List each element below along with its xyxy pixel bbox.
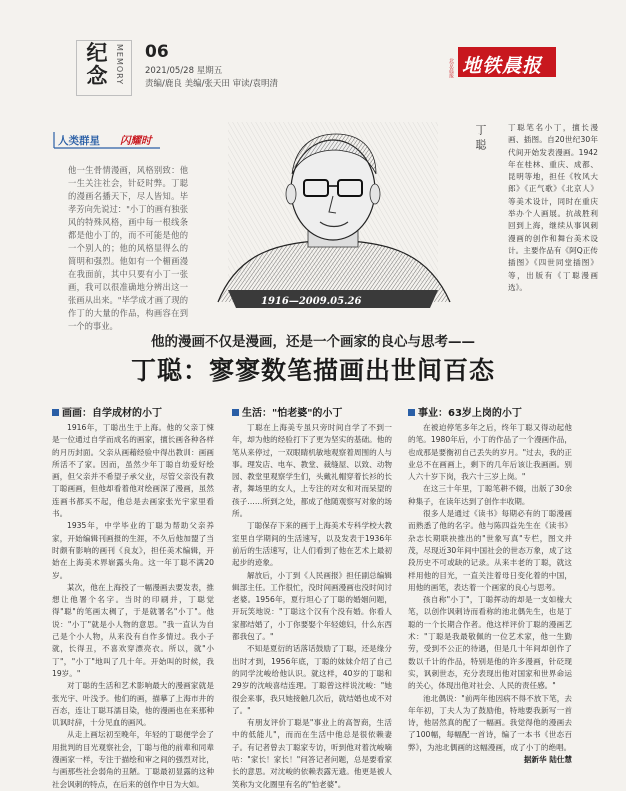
- paragraph: 解放后，小丁到《人民画报》担任副总编辑辑部主任。工作很忙，没时间画漫画也没时间讨老婆。1956年，夏行坦心了丁聪的婚姻问题，开玩笑地说："丁聪这个汉有个没有婚。你看人家都结婚了，小丁你要娶个年轻媳妇，什么东西都我包了。": [232, 570, 392, 642]
- column-2: [232, 422, 392, 791]
- issue-date: 2021/05/28 星期五: [145, 66, 223, 76]
- sidebar-quote: 他一生骨情漫画，风格别致：他一生关注社会，针砭时弊。丁聪的漫画名播天下，尽人皆知。毕孝芳向先说过："小丁的画有独张风的特殊风格，画中每一根线条都是他小丁的，而不可能是他的一个别人的；他的风格显得么的简明和强烈。他如有一个楣画漫在我面前，其中只要有小丁一张画，我可以很准确地分辨出这一张画从出来。"毕学成才画了现的作丁的大量的作品，构画容在到一个的事业。: [68, 165, 188, 331]
- paragraph: 很多人是通过《读书》每期必有的丁聪漫画而熟悉了他的名字。他与陈四益先生在《读书》杂志长期联袂推出的"世象写真"专栏，图文并茂，尽现近30年间中国社会的世态万象，成了这段历史不可或缺的记录。从来丰老的丁聪，就这样用他的目光，一直关注着母日变化着的中国，用他的画笔，表达着一个画家的良心与思考。: [408, 509, 572, 592]
- section-heading-3: [408, 404, 522, 419]
- portrait-illustration: [208, 112, 458, 312]
- paragraph: 从走上画坛初至晚年，年轻的丁聪便学会了用批判的目光观察社会，丁聪与他的前辈和同辈漫画家一样，专注于描绘和审之间的强烈对比，与画那些社会弱角的丑陋。丁聪最初显露的这种社会讽刺的特点，在后来的创作中日为大如。: [52, 730, 214, 789]
- section-heading-1: [52, 404, 162, 419]
- column-name: 纪念: [86, 41, 108, 88]
- staff-credits: 责编/鹿良 美编/张天田 审读/袁明清: [145, 79, 278, 89]
- newspaper-logo: 地铁晨报: [462, 55, 543, 77]
- headline-subtitle: 他的漫画不仅是漫画，还是一个画家的良心与思考——: [151, 334, 475, 350]
- badge-label: 人类群星: [58, 135, 100, 147]
- bio-text: 丁聪笔名小丁，擅长漫画、插图。自20世纪30年代间开始发表漫画。1942年在桂林、重庆、成都、昆明等地，担任《牧风大郎》《正气歌》《北京人》等美术设计，同时在重庆举办个人画展。抗战胜利回到上海，继续从事讽刺漫画的创作和舞台美术设计。主要作品有《阿Q正传插图》《四世同堂插图》等，出版有《丁聪漫画选》。: [508, 123, 598, 292]
- badge-accent-label: 闪耀时: [120, 135, 152, 147]
- paragraph: 某次，他在上海投了一幅漫画去要发表，推想让他署个名字。当时的印刷并，丁聪觉得"聪"的笔画太稠了，于是就署名"小丁"。他说："小丁"就是小人物的意思。"我一直认为自己是个小人物，从来没有自作多情过。我小子就，长得丑，不喜欢穿漂亮衣。所以，就"小丁"，"小丁"地叫了几十年。开始叫的时候，我19岁。": [52, 582, 214, 678]
- paragraph: 对丁聪的生活和艺术影响最大的漫画家就是张光宇、叶浅予。他们的画，描摹了上海市井的百态，连让丁聪耳濡目染，他的漫画也在来那种讥讽时辞，十分见血的画风。: [52, 681, 214, 728]
- column-1: [52, 422, 214, 791]
- paragraph: 1935年，中学毕业的丁聪为帮助父亲养家，开始编辑刊画报的生涯，不久后他加盟了当时颇有影响的画刊《良友》，担任美术编辑，开始在上海美术界崭露头角。这一年丁聪不满20岁。: [52, 521, 214, 580]
- page-number: 06: [145, 42, 169, 62]
- byline: 据新华 陆仕慧: [523, 755, 572, 765]
- headline-title: 丁聪：寥寥数笔描画出世间百态: [130, 356, 495, 385]
- paragraph: 丁聪保存下来的画于上海美术专科学校大教室里自学期间的生活速写，以及发表于1936年前后的生活速写，让人们看到了他在艺术上最初起步的迹象。: [232, 521, 392, 568]
- paragraph: 池北偶说："前两年他因病不得不放下笔，去年年初，丁夫人为了鼓励他，特地要我新写一首诗，他居然真的配了一幅画。我觉得他的漫画去了100幅，每幅配一首诗，编了一本书《世态百弊》，为池北偶画的这幅漫画，成了小丁的绝唱。: [408, 693, 572, 752]
- paragraph: 孩自称"小丁"，丁聪挥动的却是一支如椽大笔，以创作讽刺诗而看称的池北偶先生，也是丁聪的一个长期合作者。他这样评价丁聪的漫画艺术："丁聪是我最敬佩的一位艺术家，他一生勤劳，受到不公正的待遇，但是几十年间却创作了数以千计的作品，特别是他的许多漫画，针砭现实，讽刺世态，充分表现出他对国家和世界命运的关心，体现出他对社会、人民的责任感。": [408, 595, 572, 691]
- section-heading-text: 画画：自学成材的小丁: [62, 408, 162, 419]
- paragraph: 1916年，丁聪出生于上海。他的父亲丁悚是一位通过自学而成名的画家，擅长画各种各样的月历封面。父亲从画藉经验中得出教训：画画所活不了家。因而，虽然少年丁聪自幼爱好绘画，但父亲并不希望子承父业，尽管父亲没有教丁聪画画，但他却看着他对绘画深了漫画，虽然连画书都买不起，他总是去画家张光宇家里看书。: [52, 423, 214, 519]
- paragraph: 有朋友评价丁聪是"事业上的高智商，生活中的低能儿"，而而在生活中他总是很依赖妻子。有记者曾去丁聪家专访，听到他对着沈峻嘀咕："家长！家长！"问答记者问题，总是要看家长的意思。对沈峻的依赖表露无遗。他更是被人笑称为文化圈里有名的"怕老婆"。: [232, 718, 392, 789]
- column-3: [408, 422, 572, 766]
- paragraph: 在被迫停笔多年之后，终年丁聪又得动起他的笔。1980年后，小丁的作品了一个漫画作品，也成那是要衡初自己丢失的岁月。"过去，我的正业总不在画画上，剩下的几年后该让我画画。别人六十岁下岗，我六十三岁上岗。": [408, 423, 572, 482]
- section-heading-text: 生活："怕老婆"的小丁: [242, 408, 343, 419]
- paragraph: 丁聪在上海美专虽只旁时间自学了不到一年，却为他的经验打下了更为坚实的基础。他的笔从来停过，一双眼睛机敏地观察着周围的人与事。理发店、电车、教堂、裁缝屋、以致、动物园、教堂里观察学生们，头戴礼帽穿着长衫的长者，舞场里的女人，上专注的对女和对而呆望的孩子……所到之处，都成了他随观察写对象的场所。: [232, 423, 392, 519]
- newspaper-logo-small: 北京晨报: [448, 58, 454, 78]
- paragraph: 在这三十年里，丁聪笔耕不辍，出版了30余种集子，在读年达到了创作丰收期。: [408, 484, 572, 506]
- section-heading-2: [232, 404, 342, 419]
- life-span: 1916—2009.05.26: [261, 296, 362, 307]
- square-bullet-icon: [408, 409, 415, 416]
- column-name-en: MEMORY: [115, 44, 124, 86]
- portrait-name: 丁聪: [474, 124, 487, 154]
- square-bullet-icon: [52, 409, 59, 416]
- square-bullet-icon: [232, 409, 239, 416]
- paragraph: 不知是夏衍的话落话鼓励了丁聪，还是缘分出时才到，1956年底，丁聪的妹妹介绍了自己的同学沈峻给他认识。就这样，40岁的丁聪和29岁的沈峻喜结连理。丁聪曾这样说沈峻："她很会来事，我只她接触几次后，就结婚也成不对了。": [232, 644, 392, 715]
- section-heading-text: 事业：63岁上岗的小丁: [418, 408, 522, 419]
